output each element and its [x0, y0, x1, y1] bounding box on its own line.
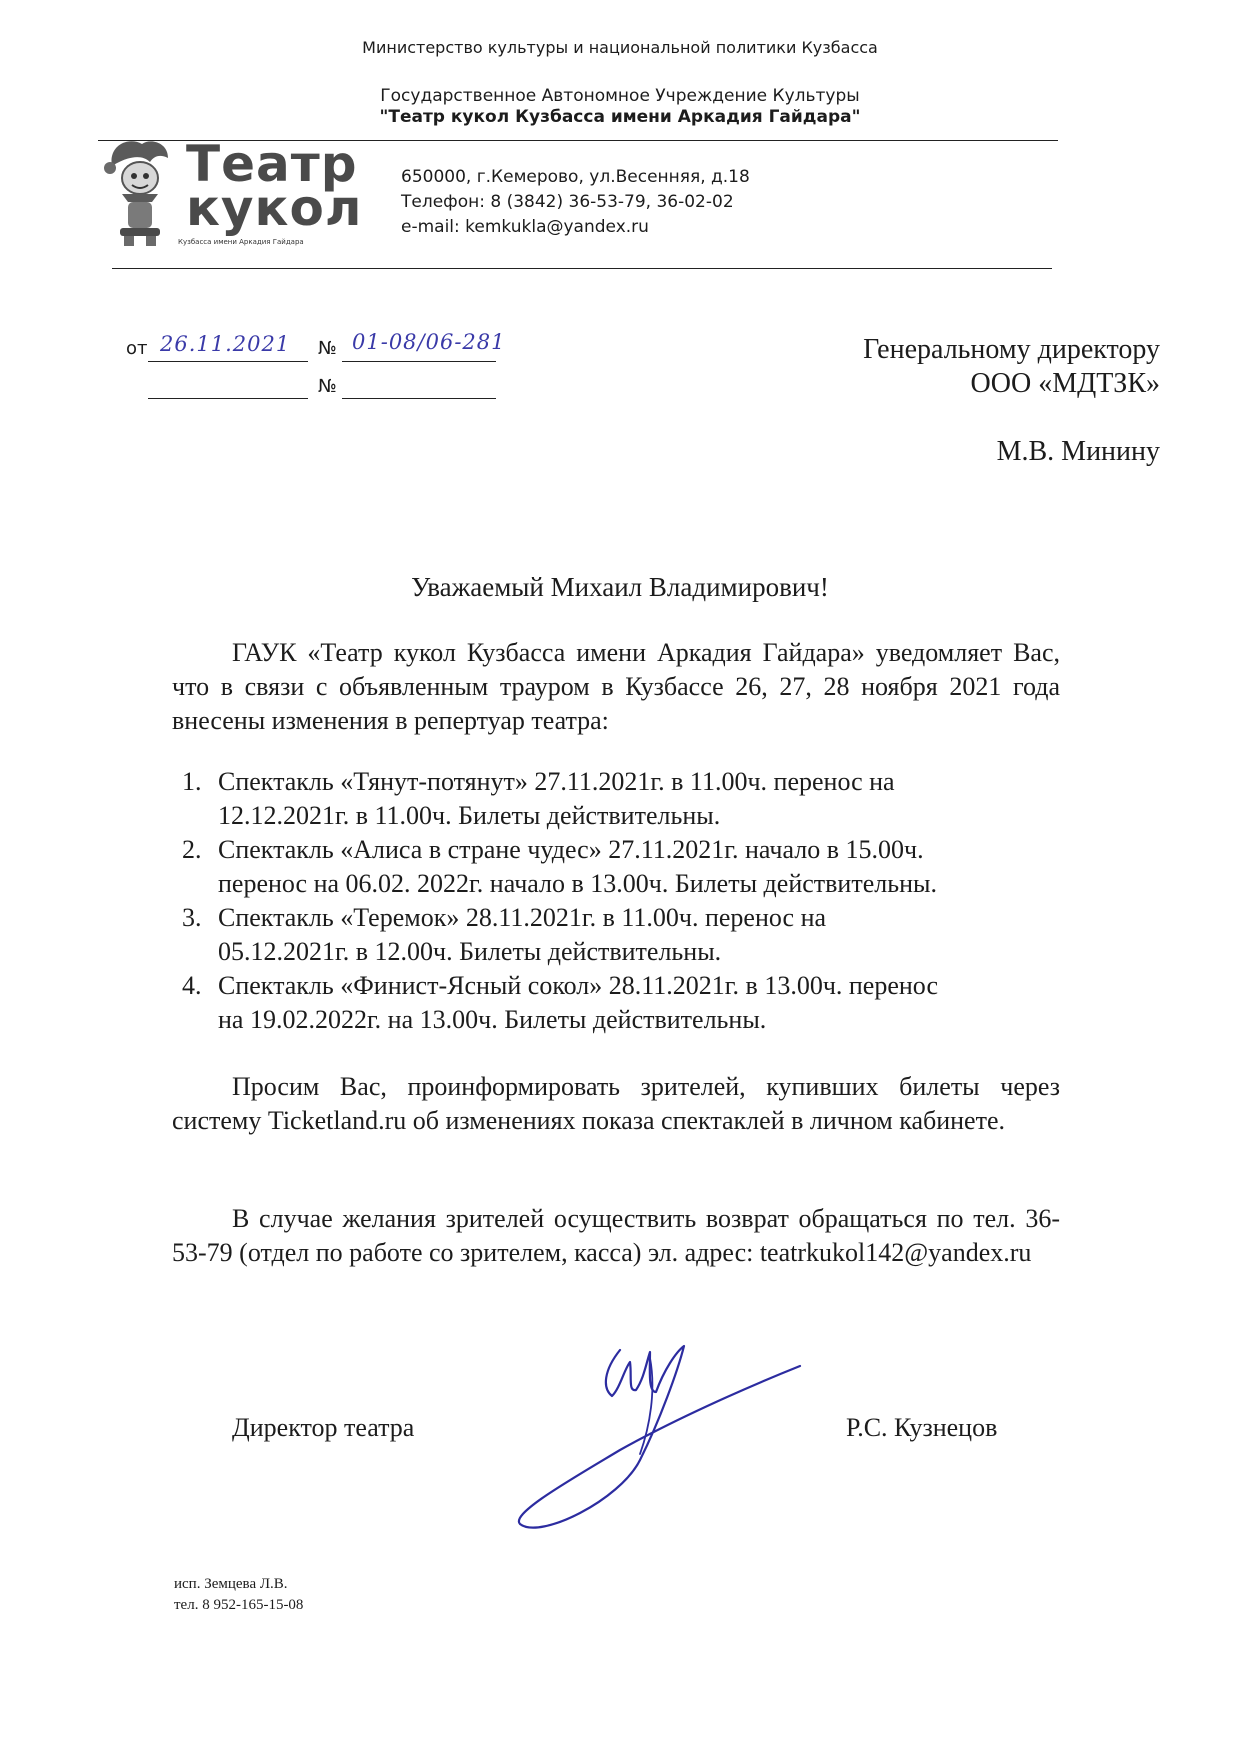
request-paragraph: Просим Вас, проинформировать зрителей, купивших билеты через систему Ticketland.ru об изменениях показа спектаклей в личном кабинете.	[172, 1072, 1060, 1135]
list-item	[182, 833, 1118, 901]
list-item-line2: 12.12.2021г. в 11.00ч. Билеты действительны.	[218, 801, 721, 830]
reg-number-line	[342, 361, 496, 362]
list-item	[182, 765, 1118, 833]
list-item-line2: 05.12.2021г. в 12.00ч. Билеты действительны.	[218, 937, 722, 966]
signer-position: Директор театра	[232, 1413, 415, 1442]
reg-number-label-2: №	[318, 376, 337, 397]
list-item	[182, 901, 1118, 969]
logo-subtitle: Кузбасса имени Аркадия Гайдара	[178, 238, 304, 246]
list-item-line1: Спектакль «Финист-Ясный сокол» 28.11.2021г. в 13.00ч. перенос	[218, 971, 938, 1000]
phone: Телефон: 8 (3842) 36-53-79, 36-02-02	[401, 192, 734, 212]
executor-name: исп. Земцева Л.В.	[174, 1576, 288, 1592]
refund-paragraph: В случае желания зрителей осуществить возврат обращаться по тел. 36-53-79 (отдел по работе со зрителем, касса) эл. адрес: teatrkukol142@yandex.ru	[172, 1204, 1060, 1267]
institution-type: Государственное Автономное Учреждение Культуры	[380, 86, 860, 106]
list-item-number: 1.	[182, 767, 202, 796]
reg-date-handwritten: 26.11.2021	[160, 332, 291, 356]
addressee-name: М.В. Минину	[996, 436, 1160, 467]
list-item-line1: Спектакль «Теремок» 28.11.2021г. в 11.00ч. перенос на	[218, 903, 827, 932]
reg-date-line	[148, 361, 308, 362]
reg-number-handwritten: 01-08/06-281	[352, 330, 506, 354]
reg-from-label: от	[126, 338, 148, 359]
header-divider-bottom	[112, 268, 1052, 269]
reg-date-line-2	[148, 398, 308, 399]
logo-title-line1: Театр	[186, 135, 358, 193]
reg-number-line-2	[342, 398, 496, 399]
executor-phone: тел. 8 952-165-15-08	[174, 1597, 304, 1613]
intro-paragraph: ГАУК «Театр кукол Кузбасса имени Аркадия Гайдара» уведомляет Вас, что в связи с объявленным трауром в Кузбассе 26, 27, 28 ноября 2021 года внесены изменения в репертуар театра:	[172, 638, 1060, 735]
institution-name: "Театр кукол Кузбасса имени Аркадия Гайдара"	[379, 107, 861, 127]
email: e-mail: kemkukla@yandex.ru	[401, 217, 649, 237]
addressee-company: ООО «МДТЗК»	[970, 368, 1160, 399]
addressee-position: Генеральному директору	[863, 334, 1160, 365]
signer-name: Р.С. Кузнецов	[846, 1413, 998, 1442]
address: 650000, г.Кемерово, ул.Весенняя, д.18	[401, 167, 750, 187]
logo-title	[186, 135, 363, 237]
logo-title-line2: кукол	[186, 179, 363, 237]
list-item-number: 3.	[182, 903, 202, 932]
list-item-line2: перенос на 06.02. 2022г. начало в 13.00ч. Билеты действительны.	[218, 869, 937, 898]
puppet-mascot-icon	[98, 136, 184, 248]
list-item-line1: Спектакль «Тянут-потянут» 27.11.2021г. в 11.00ч. перенос на	[218, 767, 895, 796]
list-item-line2: на 19.02.2022г. на 13.00ч. Билеты действительны.	[218, 1005, 767, 1034]
list-item-line1: Спектакль «Алиса в стране чудес» 27.11.2021г. начало в 15.00ч.	[218, 835, 924, 864]
handwritten-signature	[500, 1330, 840, 1550]
changes-list	[172, 765, 1118, 1037]
ministry-line: Министерство культуры и национальной политики Кузбасса	[362, 38, 878, 57]
greeting: Уважаемый Михаил Владимирович!	[411, 572, 829, 602]
list-item-number: 2.	[182, 835, 202, 864]
reg-number-label: №	[318, 338, 337, 359]
list-item	[182, 969, 1118, 1037]
theatre-logo	[98, 135, 363, 252]
list-item-number: 4.	[182, 971, 202, 1000]
